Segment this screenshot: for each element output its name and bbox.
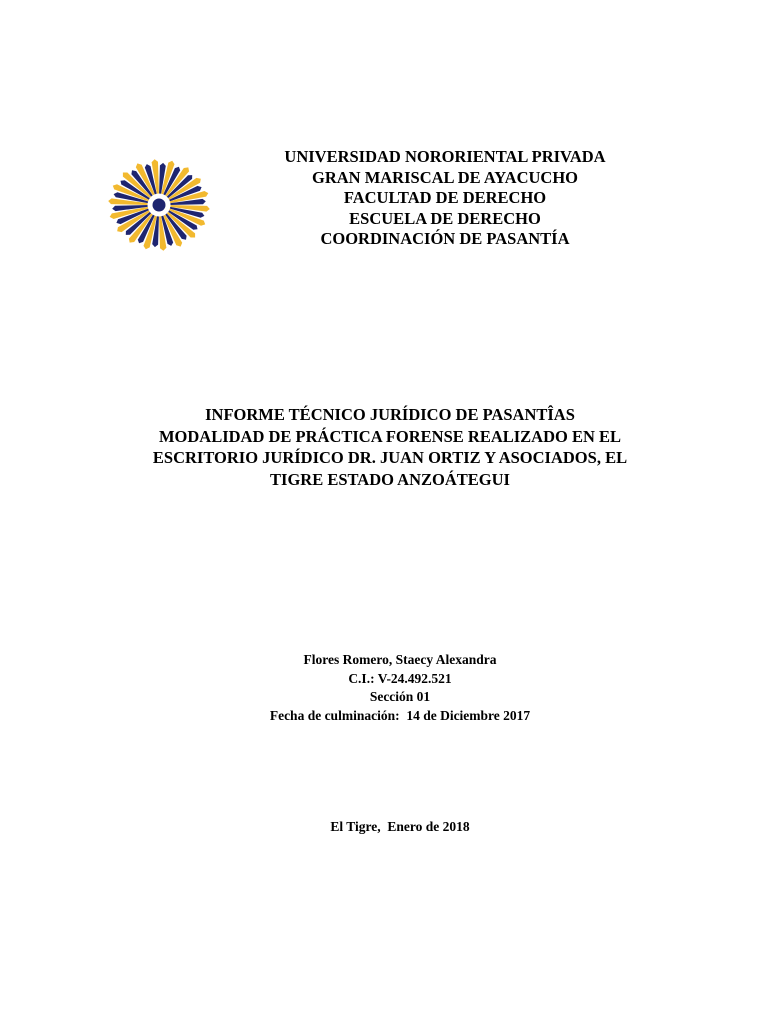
title-line-3: ESCRITORIO JURÍDICO DR. JUAN ORTIZ Y ASOCIADOS, EL	[152, 448, 628, 467]
report-title	[110, 404, 670, 490]
header-line-school: ESCUELA DE DERECHO	[349, 208, 541, 228]
place-date-text: El Tigre, Enero de 2018	[330, 819, 470, 834]
header-line-university-name: GRAN MARISCAL DE AYACUCHO	[311, 167, 579, 187]
header-line-coordination: COORDINACIÓN DE PASANTÍA	[320, 229, 570, 248]
emblem-center-dot	[153, 199, 166, 212]
author-name: Flores Romero, Staecy Alexandra	[303, 652, 497, 667]
header-line-faculty: FACULTAD DE DERECHO	[343, 188, 547, 207]
place-and-date	[190, 818, 610, 837]
header-line-university: UNIVERSIDAD NORORIENTAL PRIVADA	[284, 147, 606, 166]
author-id: C.I.: V-24.492.521	[348, 670, 452, 686]
title-line-2: MODALIDAD DE PRÁCTICA FORENSE REALIZADO EN EL	[158, 426, 622, 446]
completion-date: Fecha de culminación: 14 de Diciembre 2017	[269, 707, 531, 723]
author-section: Sección 01	[369, 689, 431, 704]
author-info	[190, 651, 610, 725]
title-line-1: INFORME TÉCNICO JURÍDICO DE PASANTÎAS	[205, 405, 575, 424]
title-line-4: TIGRE ESTADO ANZOÁTEGUI	[270, 469, 510, 489]
institution-header	[190, 147, 700, 250]
